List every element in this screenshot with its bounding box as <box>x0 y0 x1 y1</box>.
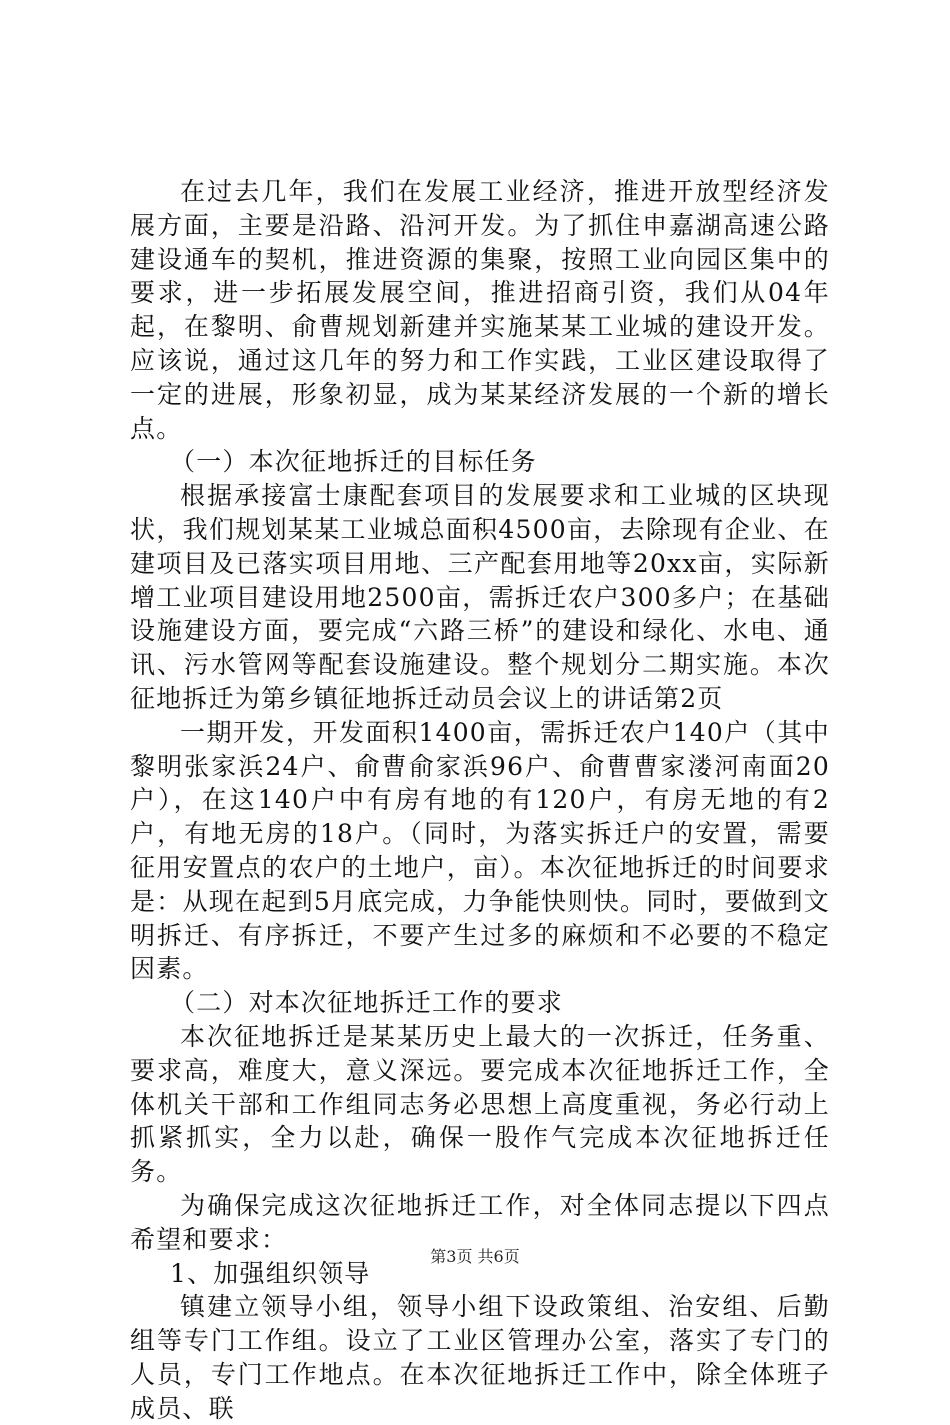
section-heading-2: （二）对本次征地拆迁工作的要求 <box>170 988 564 1018</box>
page-number-footer: 第3页 共6页 <box>430 1247 520 1266</box>
paragraph-four-points: 为确保完成这次征地拆迁工作，对全体同志提以下四点希望和要求： <box>130 1190 830 1254</box>
section-heading-1: （一）本次征地拆迁的目标任务 <box>170 447 537 477</box>
paragraph-requirements: 本次征地拆迁是某某历史上最大的一次拆迁，任务重、要求高，难度大，意义深远。要完成本次征地拆迁工作，全体机关干部和工作组同志务必思想上高度重视，务必行动上抓紧抓实，全力以赴，确保一股作气完成本次征地拆迁任务。 <box>130 1021 830 1187</box>
paragraph-phase-one: 一期开发，开发面积1400亩，需拆迁农户140户（其中黎明张家浜24户、俞曹俞家浜96户、俞曹曹家溇河南面20户），在这140户中有房有地的有120户，有房无地的有2户，有地无房的18户。（同时，为落实拆迁户的安置，需要征用安置点的农户的土地户，亩）。本次征地拆迁的时间要求是：从现在起到5月底完成，力争能快则快。同时，要做到文明拆迁、有序拆迁，不要产生过多的麻烦和不必要的不稳定因素。 <box>130 717 830 984</box>
paragraph-leadership: 镇建立领导小组，领导小组下设政策组、治安组、后勤组等专门工作组。设立了工业区管理办公室，落实了专门的人员，专门工作地点。在本次征地拆迁工作中，除全体班子成员、联 <box>130 1292 830 1423</box>
paragraph-targets: 根据承接富士康配套项目的发展要求和工业城的区块现状，我们规划某某工业城总面积4500亩，去除现有企业、在建项目及已落实项目用地、三产配套用地等20xx亩，实际新增工业项目建设用地2500亩，需拆迁农户300多户；在基础设施建设方面，要完成“六路三桥”的建设和绿化、水电、通讯、污水管网等配套设施建设。整个规划分二期实施。本次征地拆迁为第乡镇征地拆迁动员会议上的讲话第2页 <box>130 481 830 713</box>
document-body <box>130 175 830 1425</box>
paragraph-intro: 在过去几年，我们在发展工业经济，推进开放型经济发展方面，主要是沿路、沿河开发。为了抓住申嘉湖高速公路建设通车的契机，推进资源的集聚，按照工业向园区集中的要求，进一步拓展发展空间，推进招商引资，我们从04年起，在黎明、俞曹规划新建并实施某某工业城的建设开发。应该说，通过这几年的努力和工作实践，工业区建设取得了一定的进展，形象初显，成为某某经济发展的一个新的增长点。 <box>130 177 830 443</box>
subheading-organization: 1、加强组织领导 <box>170 1258 371 1288</box>
